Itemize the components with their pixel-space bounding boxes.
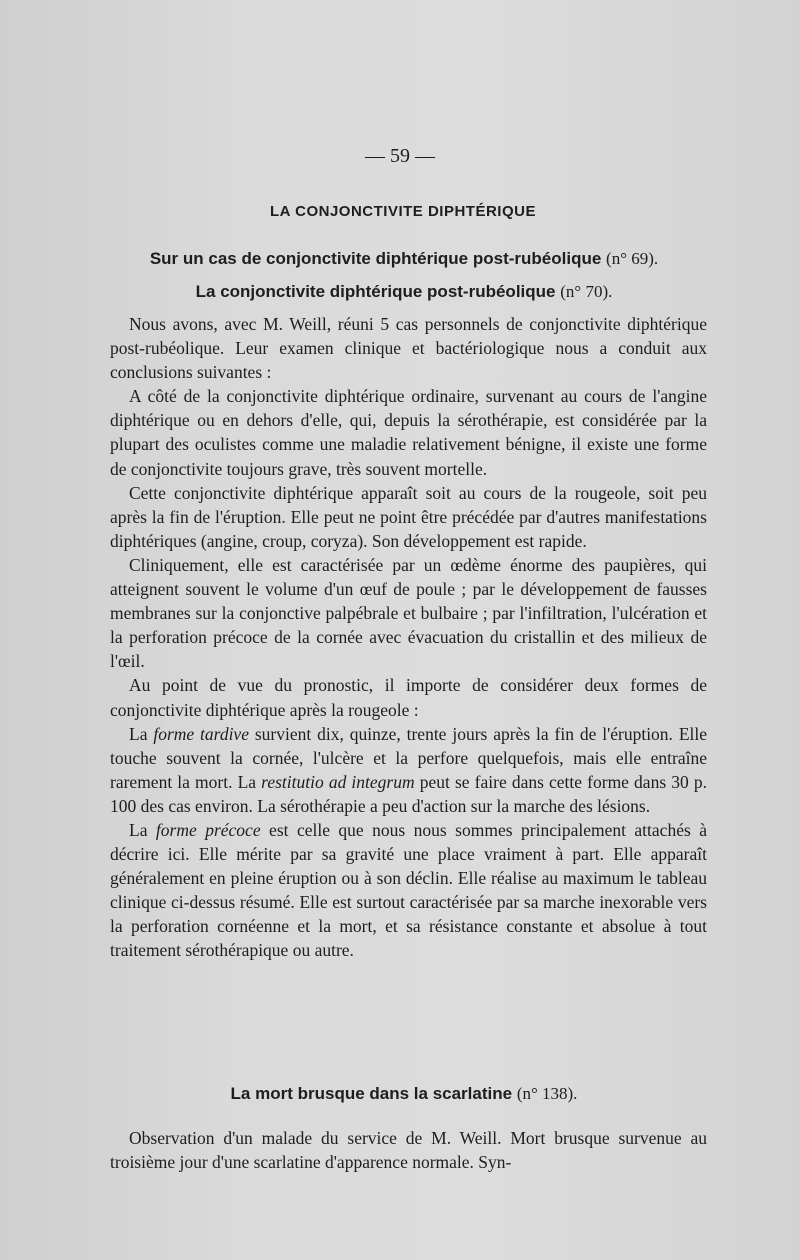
article-heading-ref: (n° 138).: [516, 1084, 578, 1103]
paragraph-5: Au point de vue du pronostic, il importe de considérer deux formes de conjonctivite diphtérique après la rougeole :: [110, 675, 707, 720]
final-paragraph: Observation d'un malade du service de M. Weill. Mort brusque survenue au troisième jour d'une scarlatine d'apparence normale. Syn-: [110, 1128, 707, 1173]
text-run: La: [129, 819, 156, 840]
italic-term: forme précoce: [155, 819, 261, 840]
article-heading-ref: (n° 70).: [560, 282, 613, 301]
section-title: LA CONJONCTIVITE DIPHTÉRIQUE: [270, 203, 536, 220]
article-heading-title: La conjonctivite diphtérique post-rubéolique: [195, 282, 556, 301]
article-body: [110, 312, 707, 963]
article-heading-70: [0, 282, 800, 302]
italic-term: restitutio ad integrum: [261, 771, 415, 792]
paragraph-1: Nous avons, avec M. Weill, réuni 5 cas personnels de conjonctivite diphtérique post-rubéolique. Leur examen clinique et bactériologique nous a conduit aux conclusions suivantes :: [110, 314, 707, 383]
text-run: est celle que nous nous sommes principalement attachés à décrire ici. Elle mérite par sa gravité une place vraiment à part. Elle apparaît généralement en pleine éruption ou à son déclin. Elle réalise au maximum le tableau clinique ci-dessus résumé. Elle est surtout caractérisée par sa marche inexorable vers la perforation cornéenne et la mort, et sa résistance constante et absolue à tout traitement sérothérapique ou autre.: [110, 819, 707, 961]
text-run: peut se faire dans cette forme dans 30 p. 100 des cas environ. La sérothérapie a peu d'action sur la marche des lésions.: [110, 771, 707, 816]
paragraph-7: [110, 818, 707, 963]
article-heading-title: Sur un cas de conjonctivite diphtérique post-rubéolique: [149, 249, 602, 268]
paragraph-3: Cette conjonctivite diphtérique apparaît soit au cours de la rougeole, soit peu après la fin de l'éruption. Elle peut ne point être précédée par d'autres manifestations diphtériques (angine, croup, coryza). Son développement est rapide.: [110, 482, 707, 551]
paragraph-2: A côté de la conjonctivite diphtérique ordinaire, survenant au cours de l'angine diphtérique ou en dehors d'elle, qui, depuis la sérothérapie, est considérée par la plupart des oculistes comme une maladie relativement bénigne, il existe une forme de conjonctivite toujours grave, très souvent mortelle.: [110, 386, 707, 479]
paragraph-4: Cliniquement, elle est caractérisée par un œdème énorme des paupières, qui atteignent souvent le volume d'un œuf de poule ; par le développement de fausses membranes sur la conjonctive palpébrale et bulbaire ; par l'infiltration, l'ulcération et la perforation précoce de la cornée avec évacuation du cristallin et des milieux de l'œil.: [110, 554, 707, 672]
article-heading-title: La mort brusque dans la scarlatine: [230, 1084, 513, 1103]
page-number: — 59 —: [365, 145, 435, 167]
article-heading-138: [0, 1084, 800, 1104]
paragraph-6: [110, 722, 707, 818]
text-run: La: [129, 723, 154, 744]
italic-term: forme tardive: [153, 723, 249, 744]
article-body-2: [110, 1126, 707, 1174]
article-heading-69: [0, 249, 800, 269]
text-run: survient dix, quinze, trente jours après la fin de l'éruption. Elle touche souvent la cornée, l'ulcère et la perfore quelquefois, mais elle entraîne rarement la mort. La: [110, 723, 707, 792]
article-heading-ref: (n° 69).: [606, 249, 659, 268]
